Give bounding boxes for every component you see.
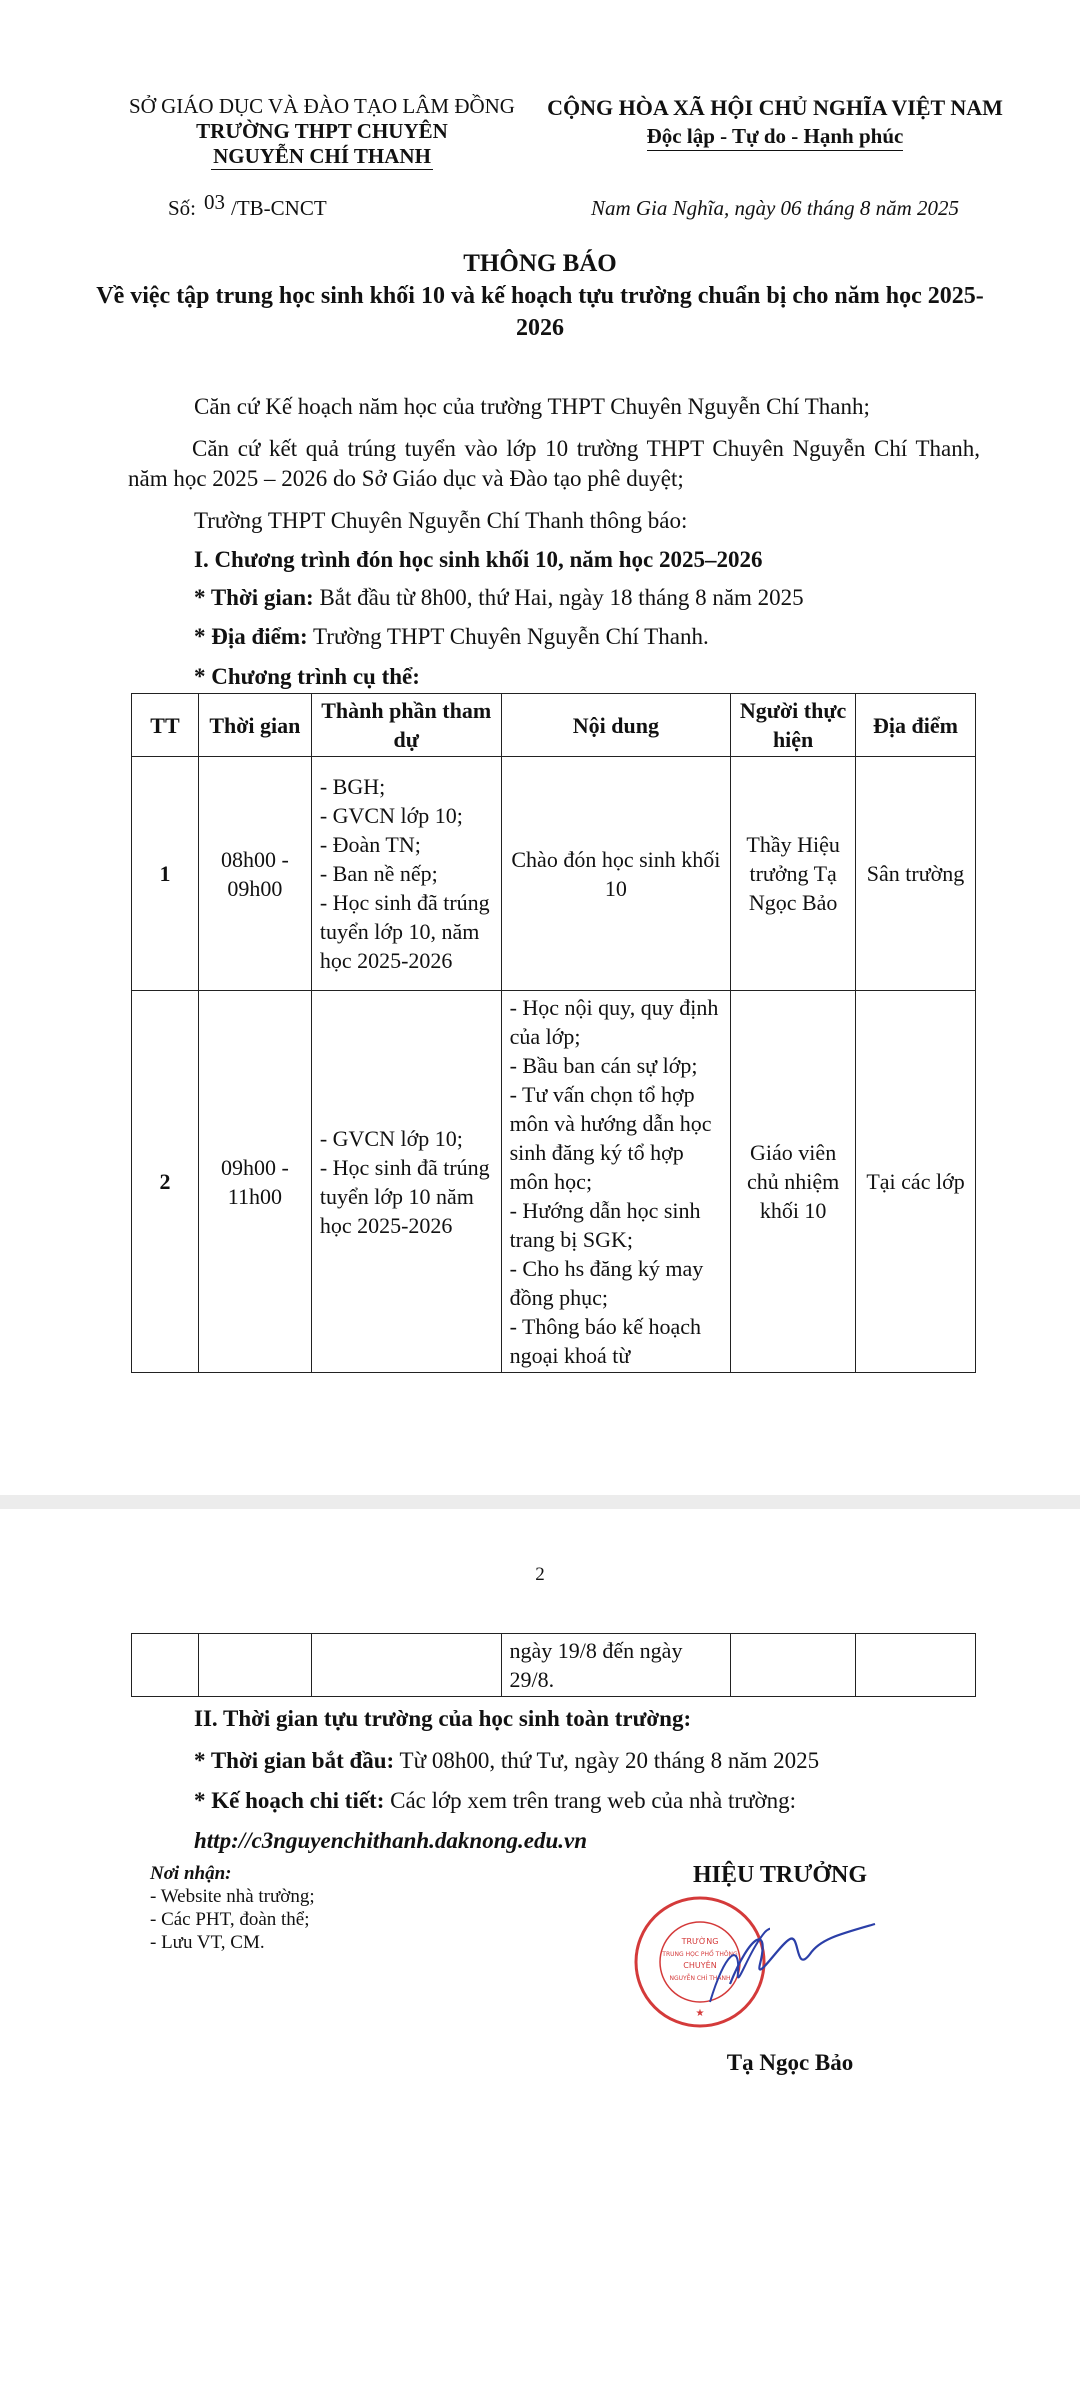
- place-line: [194, 622, 1054, 652]
- place-label: * Địa điểm:: [194, 624, 308, 649]
- recipients-title: Nơi nhận:: [150, 1863, 232, 1884]
- seal-line: TRUNG HỌC PHỔ THÔNG: [662, 1951, 738, 1958]
- time-label: * Thời gian:: [194, 585, 314, 610]
- place-value: Trường THPT Chuyên Nguyễn Chí Thanh.: [307, 624, 709, 649]
- start-value: Từ 08h00, thứ Tư, ngày 20 tháng 8 năm 2025: [394, 1748, 820, 1773]
- cont-content: ngày 19/8 đến ngày 29/8.: [501, 1634, 731, 1697]
- row-2-participants: - GVCN lớp 10; - Học sinh đã trúng tuyển lớp 10 năm học 2025-2026: [311, 991, 501, 1373]
- header-participants: Thành phần tham dự: [311, 694, 501, 757]
- national-motto: Độc lập - Tự do - Hạnh phúc: [647, 122, 904, 151]
- row-1-person: Thầy Hiệu trưởng Tạ Ngọc Bảo: [731, 757, 856, 991]
- signer-title: HIỆU TRƯỞNG: [692, 1862, 868, 1888]
- row-1-tt: 1: [132, 757, 199, 991]
- recipient-item: - Các PHT, đoàn thể;: [150, 1909, 310, 1930]
- cont-time: [198, 1634, 311, 1697]
- document-number: [168, 190, 327, 221]
- cont-participants: [311, 1634, 501, 1697]
- program-label: * Chương trình cụ thể:: [194, 664, 420, 689]
- row-2-location: Tại các lớp: [856, 991, 976, 1373]
- row-1-time: 08h00 - 09h00: [198, 757, 311, 991]
- national-header-block: [540, 94, 1010, 151]
- table-header-row: [132, 694, 976, 757]
- row-1-participants: - BGH; - GVCN lớp 10; - Đoàn TN; - Ban nề nếp; - Học sinh đã trúng tuyển lớp 10, năm học 2025-2026: [311, 757, 501, 991]
- paragraph-announce: Trường THPT Chuyên Nguyễn Chí Thanh thông báo:: [194, 508, 688, 533]
- section-1-heading: I. Chương trình đón học sinh khối 10, năm học 2025–2026: [194, 547, 763, 572]
- paragraph-basis-2: Căn cứ kết quả trúng tuyển vào lớp 10 trường THPT Chuyên Nguyễn Chí Thanh, năm học 2025 – 2026 do Sở Giáo dục và Đào tạo phê duyệt;: [128, 436, 980, 491]
- cont-person: [731, 1634, 856, 1697]
- table-row: [132, 757, 976, 991]
- row-1-content: Chào đón học sinh khối 10: [501, 757, 731, 991]
- issuing-agency-block: [92, 94, 552, 170]
- plan-label: * Kế hoạch chi tiết:: [194, 1788, 385, 1813]
- cont-tt: [132, 1634, 199, 1697]
- document-subject: Về việc tập trung học sinh khối 10 và kế hoạch tựu trường chuẩn bị cho năm học 2025-2026: [96, 283, 984, 341]
- row-1-location: Sân trường: [856, 757, 976, 991]
- table-row: [132, 1634, 976, 1697]
- header-content: Nội dung: [501, 694, 731, 757]
- seal-line: CHUYÊN: [683, 1961, 717, 1970]
- header-location: Địa điểm: [856, 694, 976, 757]
- signer-name: Tạ Ngọc Bảo: [726, 2050, 854, 2075]
- row-2-content: - Học nội quy, quy định của lớp; - Bầu ban cán sự lớp; - Tư vấn chọn tổ hợp môn và hướng dẫn học sinh đăng ký tổ hợp môn học; - Hướng dẫn học sinh trang bị SGK; - Cho hs đăng ký may đồng phục; - Thông báo kế hoạch ngoại khoá từ: [501, 991, 731, 1373]
- start-time-line: [194, 1746, 1054, 1776]
- place-and-date: Nam Gia Nghĩa, ngày 06 tháng 8 năm 2025: [590, 196, 960, 220]
- plan-value: Các lớp xem trên trang web của nhà trường:: [384, 1788, 797, 1813]
- signature: [720, 1914, 880, 2004]
- school-name-line2: NGUYỄN CHÍ THANH: [213, 144, 431, 168]
- agency-name: SỞ GIÁO DỤC VÀ ĐÀO TẠO LÂM ĐỒNG: [129, 94, 515, 118]
- school-name-line1: TRƯỜNG THPT CHUYÊN: [196, 119, 448, 143]
- section-2-heading: II. Thời gian tựu trường của học sinh toàn trường:: [194, 1706, 692, 1731]
- doc-number-label: Số:: [168, 196, 197, 220]
- document-title: THÔNG BÁO: [463, 250, 617, 277]
- recipient-item: - Website nhà trường;: [150, 1886, 315, 1907]
- doc-number-value: 03: [204, 190, 226, 214]
- cont-location: [856, 1634, 976, 1697]
- paragraph-basis-1: Căn cứ Kế hoạch năm học của trường THPT Chuyên Nguyễn Chí Thanh;: [194, 394, 870, 419]
- seal-line: TRƯỜNG: [681, 1937, 719, 1946]
- country-name: CỘNG HÒA XÃ HỘI CHỦ NGHĨA VIỆT NAM: [547, 95, 1003, 120]
- row-2-person: Giáo viên chủ nhiệm khối 10: [731, 991, 856, 1373]
- seal-line: NGUYỄN CHÍ THANH: [669, 1975, 731, 1982]
- header-time: Thời gian: [198, 694, 311, 757]
- schedule-table: [131, 693, 976, 1373]
- time-value: Bắt đầu từ 8h00, thứ Hai, ngày 18 tháng 8 năm 2025: [313, 585, 804, 610]
- header-tt: TT: [132, 694, 199, 757]
- header-person: Người thực hiện: [731, 694, 856, 757]
- document-title-block: [90, 248, 990, 344]
- recipients-block: [150, 1862, 315, 1954]
- time-line: [194, 583, 1054, 613]
- schedule-table-continuation: [131, 1633, 976, 1697]
- svg-text:★: ★: [695, 2008, 705, 2019]
- plan-line: [194, 1786, 1054, 1816]
- table-row: [132, 991, 976, 1373]
- school-website-link[interactable]: http://c3nguyenchithanh.daknong.edu.vn: [194, 1828, 587, 1853]
- start-label: * Thời gian bắt đầu:: [194, 1748, 395, 1773]
- row-2-tt: 2: [132, 991, 199, 1373]
- document-page-2: [0, 1509, 1080, 2400]
- page-number: 2: [535, 1564, 545, 1585]
- row-2-time: 09h00 - 11h00: [198, 991, 311, 1373]
- page-separator: [0, 1495, 1080, 1509]
- recipient-item: - Lưu VT, CM.: [150, 1932, 265, 1953]
- doc-code: /TB-CNCT: [231, 196, 327, 220]
